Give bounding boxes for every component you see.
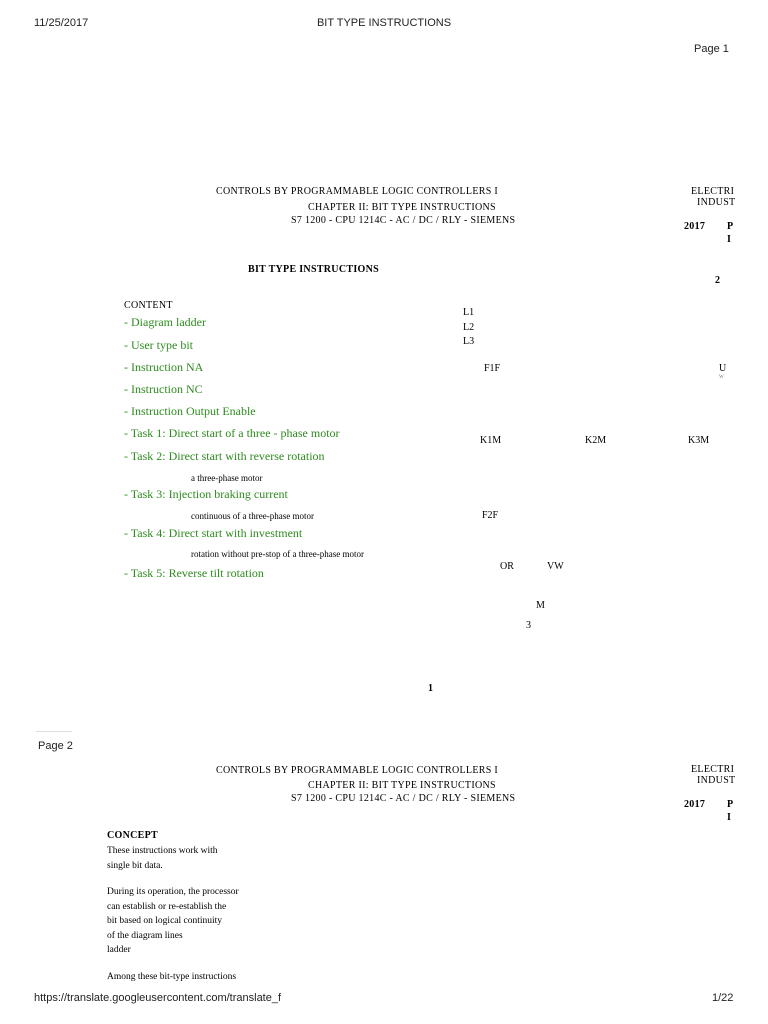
page-1-right-number: 2	[715, 275, 721, 286]
diagram-label-k3m: K3M	[688, 435, 710, 446]
content-item-task-2: - Task 2: Direct start with reverse rotation	[124, 449, 325, 463]
page-1-right-line-2: INDUST	[697, 197, 736, 208]
page-2-header-line-3: S7 1200 - CPU 1214C - AC / DC / RLY - SIEMENS	[291, 793, 516, 804]
concept-p2-line-4: of the diagram lines	[107, 930, 183, 941]
diagram-label-3: 3	[526, 620, 531, 631]
content-item-diagram-ladder: - Diagram ladder	[124, 315, 206, 329]
concept-paragraph-1	[107, 844, 218, 873]
concept-paragraph-2	[107, 885, 239, 958]
page-1-right-line-1: ELECTRI	[691, 186, 735, 197]
diagram-label-m: M	[536, 600, 545, 611]
page-2-right-line-2: INDUST	[697, 775, 736, 786]
diagram-label-u-small: W	[719, 375, 724, 380]
diagram-label-l1: L1	[463, 307, 475, 318]
page-1-right-letter-2: I	[727, 234, 732, 245]
diagram-label-l2: L2	[463, 322, 475, 333]
diagram-label-u: U	[719, 363, 727, 374]
page-divider	[36, 731, 72, 732]
concept-label: CONCEPT	[107, 830, 158, 841]
content-item-instruction-nc: - Instruction NC	[124, 382, 203, 396]
content-item-output-enable: - Instruction Output Enable	[124, 404, 256, 418]
page-1-number: 1	[428, 683, 434, 694]
diagram-label-or: OR	[500, 561, 514, 572]
page-2-right-letter-2: I	[727, 812, 732, 823]
concept-p1-line-2: single bit data.	[107, 860, 163, 871]
page-2-right-line-1: ELECTRI	[691, 764, 735, 775]
content-item-task-1: - Task 1: Direct start of a three - phase motor	[124, 426, 340, 440]
diagram-label-k2m: K2M	[585, 435, 607, 446]
page-1-header-line-2: CHAPTER II: BIT TYPE INSTRUCTIONS	[308, 202, 496, 213]
page-1-right-year: 2017	[684, 221, 706, 232]
page-1-header-line-3: S7 1200 - CPU 1214C - AC / DC / RLY - SIEMENS	[291, 215, 516, 226]
diagram-label-l3: L3	[463, 336, 475, 347]
content-subnote-2: continuous of a three-phase motor	[191, 511, 314, 521]
page-2-right-letter-1: P	[727, 799, 734, 810]
page-1-header-line-1: CONTROLS BY PROGRAMMABLE LOGIC CONTROLLERS I	[216, 186, 499, 197]
concept-p2-line-1: During its operation, the processor	[107, 887, 239, 897]
concept-p3-line-1: Among these bit-type instructions	[107, 972, 237, 982]
concept-paragraph-3	[107, 970, 236, 985]
content-subnote-3: rotation without pre-stop of a three-phase motor	[191, 549, 364, 559]
content-label: CONTENT	[124, 300, 173, 311]
concept-p1-line-1: These instructions work with	[107, 846, 218, 856]
diagram-label-k1m: K1M	[480, 435, 502, 446]
concept-p2-line-2: can establish or re-establish the	[107, 901, 227, 912]
page-2-header-line-1: CONTROLS BY PROGRAMMABLE LOGIC CONTROLLERS I	[216, 765, 499, 776]
content-item-task-4: - Task 4: Direct start with investment	[124, 526, 303, 540]
concept-p2-line-5: ladder	[107, 945, 131, 955]
content-item-instruction-na: - Instruction NA	[124, 360, 204, 374]
content-subnote-1: a three-phase motor	[191, 473, 263, 483]
page-2-header-line-2: CHAPTER II: BIT TYPE INSTRUCTIONS	[308, 780, 496, 791]
print-footer-page: 1/22	[712, 992, 734, 1004]
content-item-task-3: - Task 3: Injection braking current	[124, 487, 288, 501]
content-item-task-5: - Task 5: Reverse tilt rotation	[124, 566, 264, 580]
print-footer-url: https://translate.googleusercontent.com/translate_f	[34, 992, 282, 1004]
content-item-user-type-bit: - User type bit	[124, 338, 193, 352]
print-date: 11/25/2017	[34, 17, 89, 29]
print-title: BIT TYPE INSTRUCTIONS	[316, 17, 452, 29]
section-title: BIT TYPE INSTRUCTIONS	[248, 264, 379, 275]
page-1-right-letter-1: P	[727, 221, 734, 232]
diagram-label-vw: VW	[547, 561, 564, 572]
page-2-right-year: 2017	[684, 799, 706, 810]
page-2-label: Page 2	[38, 740, 73, 752]
concept-p2-line-3: bit based on logical continuity	[107, 916, 223, 926]
diagram-label-f1f: F1F	[484, 363, 501, 374]
page-1-label: Page 1	[694, 43, 729, 55]
diagram-label-f2f: F2F	[482, 510, 499, 521]
